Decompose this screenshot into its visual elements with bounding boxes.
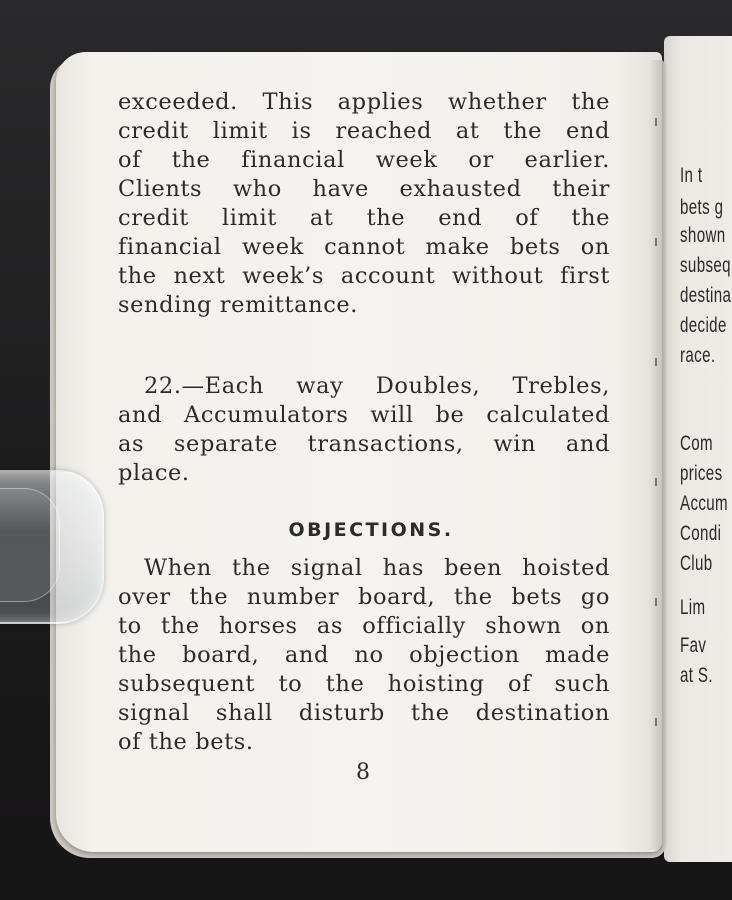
text-line: of the bets. [118, 729, 254, 755]
binding-stitch [655, 478, 657, 486]
text-line: over the number board, the bets go [118, 584, 610, 610]
facing-page-line: shown [680, 224, 726, 247]
binding-stitch [655, 718, 657, 726]
text-line: credit limit at the end of the [118, 205, 610, 231]
text-line: and Accumulators will be calculated [118, 402, 610, 428]
facing-page-line: subseq [680, 254, 731, 277]
text-line: sending remittance. [118, 292, 359, 318]
binding-stitch [655, 238, 657, 246]
facing-page-line: In t [680, 164, 703, 187]
facing-page-line: decide [680, 314, 727, 337]
text-line: 22.—Each way Doubles, Trebles, [144, 373, 610, 399]
binding-stitch [655, 358, 657, 366]
paragraph-rule-22 [118, 372, 610, 488]
clip-highlight [0, 488, 60, 602]
page-number: 8 [356, 760, 370, 785]
text-line: exceeded. This applies whether the [118, 89, 610, 115]
section-heading: OBJECTIONS. [288, 519, 454, 541]
text-line: place. [118, 460, 190, 486]
text-line: to the horses as officially shown on [118, 613, 610, 639]
plastic-page-clip [0, 470, 104, 624]
page-text [118, 88, 610, 757]
text-line: subsequent to the hoisting of such [118, 671, 610, 697]
text-line: the next week’s account without first [118, 263, 610, 289]
facing-page [664, 36, 732, 862]
binding-stitch [655, 598, 657, 606]
text-line: as separate transactions, win and [118, 431, 610, 457]
facing-page-line: destina [680, 284, 732, 307]
binding-stitch [655, 118, 657, 126]
text-line: When the signal has been hoisted [144, 555, 610, 581]
facing-page-line: Lim [680, 596, 706, 619]
facing-page-line: at S. [680, 664, 713, 687]
text-line: credit limit is reached at the end [118, 118, 610, 144]
text-line: financial week cannot make bets on [118, 234, 610, 260]
facing-page-line: Accum [680, 492, 729, 515]
paragraph-objections [118, 554, 610, 757]
page-gutter [648, 60, 662, 850]
facing-page-line: Com [680, 432, 714, 455]
text-line: the board, and no objection made [118, 642, 610, 668]
text-line: Clients who have exhausted their [118, 176, 610, 202]
facing-page-line: race. [680, 344, 716, 367]
facing-page-line: Condi [680, 522, 722, 545]
facing-page-line: Club [680, 552, 713, 575]
text-line: signal shall disturb the destination [118, 700, 610, 726]
paragraph-credit-limit [118, 88, 610, 320]
facing-page-line: bets g [680, 196, 724, 219]
facing-page-line: Fav [680, 634, 707, 657]
facing-page-line: prices [680, 462, 723, 485]
text-line: of the financial week or earlier. [118, 147, 610, 173]
